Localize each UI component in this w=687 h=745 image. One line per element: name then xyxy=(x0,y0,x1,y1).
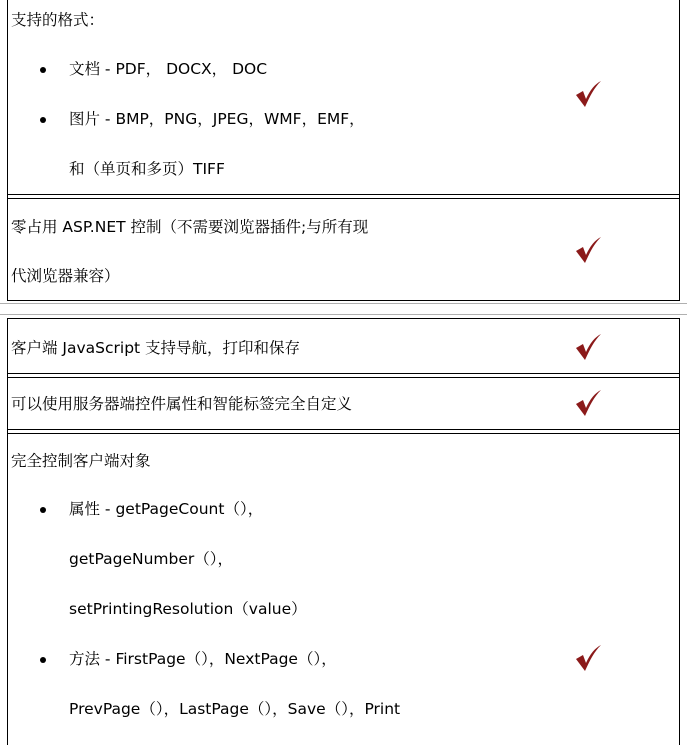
checkmark-icon xyxy=(573,333,603,361)
list-item-continuation: PrevPage（），LastPage（），Save（），Print xyxy=(69,700,401,718)
bullet-icon xyxy=(40,67,46,73)
table-left-border xyxy=(7,318,8,745)
row-border xyxy=(7,194,680,195)
bullet-icon xyxy=(40,657,46,663)
row-text: 可以使用服务器端控件属性和智能标签完全自定义 xyxy=(11,395,353,413)
row-text: 代浏览器兼容） xyxy=(11,267,120,285)
page-separator xyxy=(0,303,687,304)
list-item: 属性 - getPageCount（）， xyxy=(69,500,264,518)
list-item: 方法 - FirstPage（），NextPage（）， xyxy=(69,650,337,668)
list-item-continuation: setPrintingResolution（value） xyxy=(69,600,307,618)
row-border xyxy=(7,318,680,319)
table-right-border xyxy=(679,0,680,301)
list-item-continuation: getPageNumber（）， xyxy=(69,550,233,568)
row-border xyxy=(7,433,680,434)
row-border xyxy=(7,429,680,430)
checkmark-icon xyxy=(573,236,603,264)
row-border xyxy=(7,198,680,199)
list-item: 图片 - BMP，PNG，JPEG，WMF，EMF， xyxy=(69,110,365,128)
checkmark-icon xyxy=(573,644,603,672)
table-left-border xyxy=(7,0,8,301)
row-text: 零占用 ASP.NET 控制（不需要浏览器插件;与所有现 xyxy=(11,218,369,236)
row-heading: 完全控制客户端对象 xyxy=(11,452,151,470)
row-heading: 支持的格式： xyxy=(11,11,105,29)
bullet-icon xyxy=(40,117,46,123)
checkmark-icon xyxy=(573,80,603,108)
row-border xyxy=(7,300,680,301)
list-item: 文档 - PDF， DOCX， DOC xyxy=(69,60,268,78)
list-item-continuation: 和（单页和多页）TIFF xyxy=(69,160,225,178)
row-border xyxy=(7,377,680,378)
page-separator xyxy=(0,314,687,315)
table-right-border xyxy=(679,318,680,745)
bullet-icon xyxy=(40,507,46,513)
row-border xyxy=(7,373,680,374)
row-text: 客户端 JavaScript 支持导航，打印和保存 xyxy=(11,339,301,357)
checkmark-icon xyxy=(573,389,603,417)
